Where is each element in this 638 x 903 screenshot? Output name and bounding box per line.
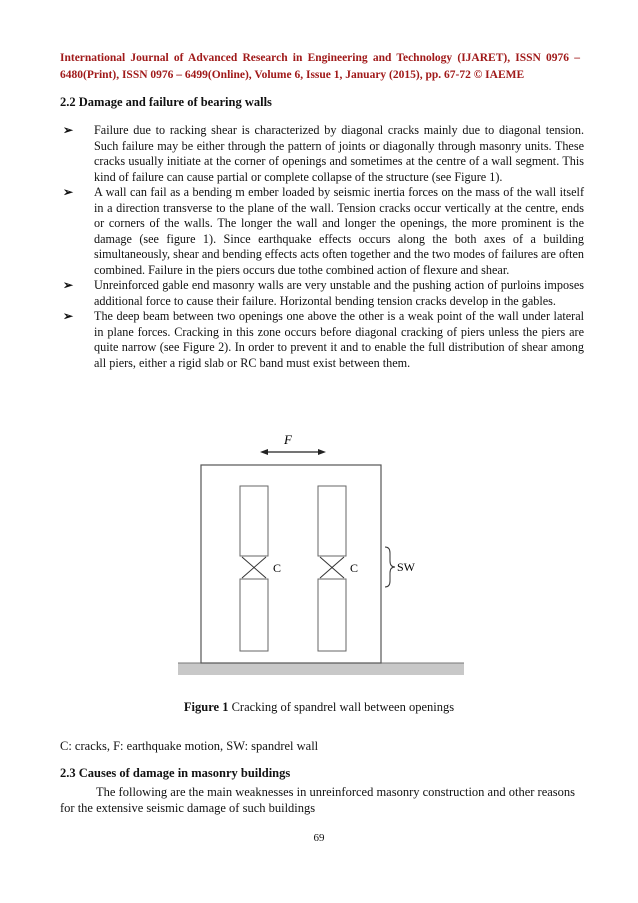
figure-legend: C: cracks, F: earthquake motion, SW: spandrel wall [60,739,319,753]
force-arrow-right-head [318,449,326,455]
crack-label-left: C [273,561,282,575]
bullet-item [60,185,584,278]
opening-right-top [318,486,346,556]
opening-left-top [240,486,268,556]
spandrel-brace [385,547,395,587]
opening-left-bottom [240,579,268,651]
arrow-bullet-icon: ➢ [63,309,74,323]
spandrel-label: SW [397,560,415,574]
figure-caption [0,700,638,715]
section-2-3-paragraph: The following are the main weaknesses in unreinforced masonry construction and other reasons for the extensive seismic damage of such buildings [60,785,576,815]
opening-right-bottom [318,579,346,651]
crack-label-right: C [350,561,359,575]
page-number: 69 [313,832,325,844]
figure-caption-label: Figure 1 [183,700,229,714]
section-title-2-3: 2.3 Causes of damage in masonry buildings [60,766,291,780]
arrow-bullet-icon: ➢ [63,123,74,137]
force-arrow-left-head [260,449,268,455]
figure-caption-text: Cracking of spandrel wall between openings [228,700,455,714]
bullet-text: A wall can fail as a bending m ember loaded by seismic inertia forces on the mass of the wall itself in a direction transverse to the plane of the wall. Tension cracks occur vertically at the centre, ends or corners of the walls. The longer the wall and longer the openings, the more prominent is the damage (see figure 1). Since earthquake effects occurs along the both axes of a building simultaneously, shear and bending effects acts often together and the two modes of failures are often combined. Failure in the piers occurs due tothe combined action of flexure and shear. [94,185,584,277]
bullet-text: The deep beam between two openings one above the other is a weak point of the wall under lateral in plane forces. Cracking in this zone occurs before diagonal cracking of piers unless the piers are quite narrow (see Figure 2). In order to prevent it and to enable the full distribution of shear among all piers, either a rigid slab or RC band must exist between them. [94,309,584,370]
bullet-item [60,309,584,371]
bullet-text: Unreinforced gable end masonry walls are very unstable and the pushing action of purloins imposes additional force to cause their failure. Horizontal bending tension cracks develop in the gables. [94,278,584,308]
bullet-item [60,123,584,185]
bullet-item [60,278,584,309]
section-title-2-2: 2.2 Damage and failure of bearing walls [60,95,272,109]
bullet-text: Failure due to racking shear is characterized by diagonal cracks mainly due to diagonal tension. Such failure may be either through the pattern of joints or diagonally through masonry units. These cracks usually initiate at the corner of openings and sometimes at the centre of a wall segment. This kind of failure can cause partial or complete collapse of the structure (see Figure 1). [94,123,584,184]
ground-hatch [178,663,464,675]
spandrel-wall-figure [178,432,464,681]
bullet-list [60,123,584,371]
arrow-bullet-icon: ➢ [63,278,74,292]
journal-header: International Journal of Advanced Research in Engineering and Technology (IJARET), ISSN 0976 – 6480(Print), ISSN 0976 – 6499(Online), Volume 6, Issue 1, January (2015), pp. 67-72 © IAEME [60,52,580,81]
force-label: F [284,432,292,447]
arrow-bullet-icon: ➢ [63,185,74,199]
